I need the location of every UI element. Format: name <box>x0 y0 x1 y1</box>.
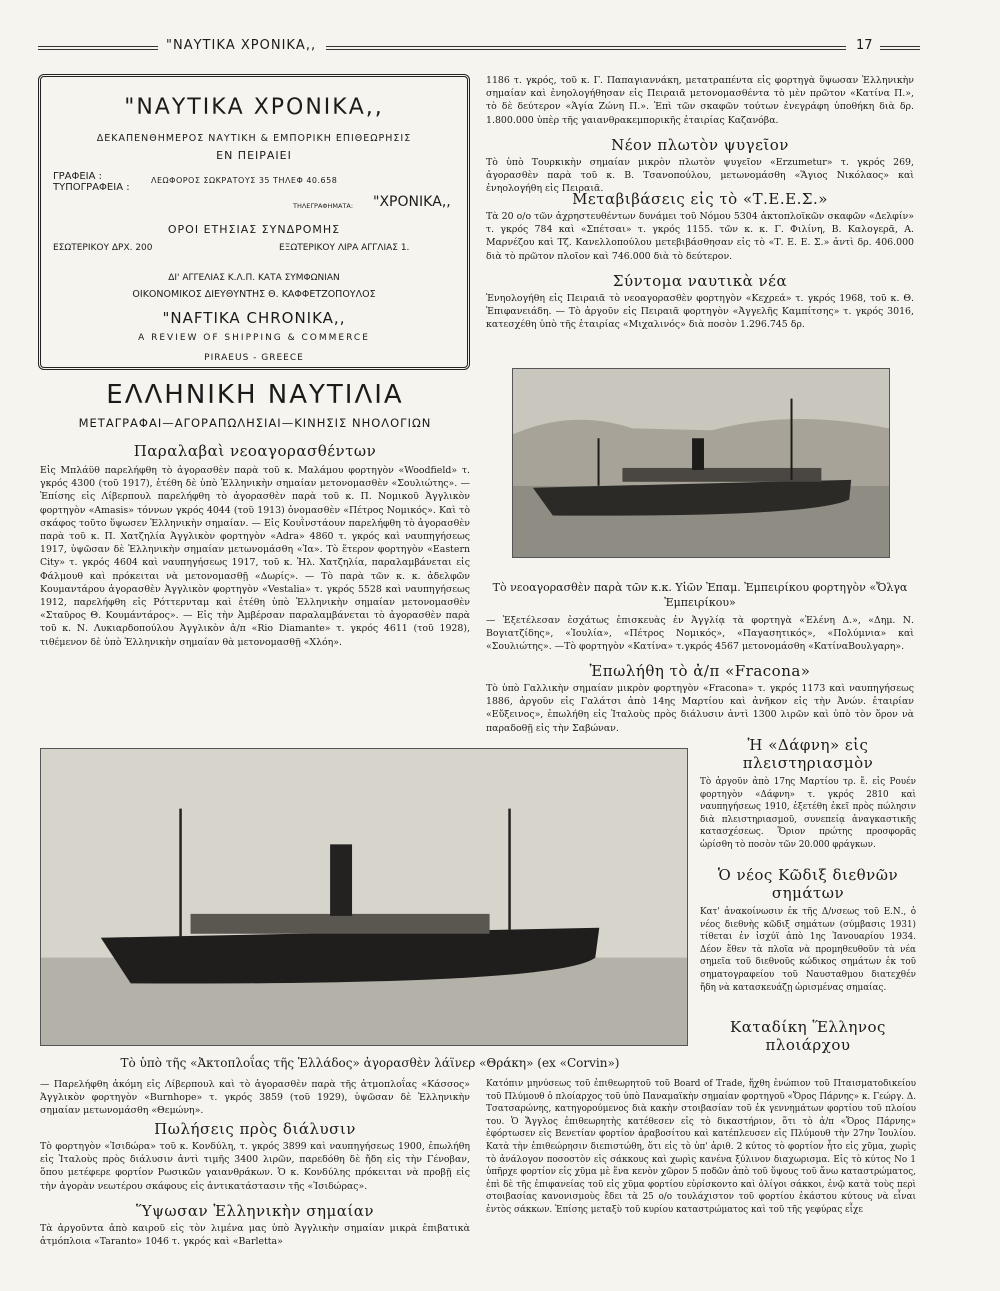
section-title: ΕΛΛΗΝΙΚΗ ΝΑΥΤΙΛΙΑ <box>106 380 404 410</box>
financial-director: ΟΙΚΟΝΟΜΙΚΟΣ ΔΙΕΥΘΥΝΤΗΣ Θ. ΚΑΦΦΕΤΖΟΠΟΥΛΟΣ <box>132 289 376 300</box>
telegraph-label: ΤΗΛΕΓΡΑΦΗΜΑΤΑ: <box>293 202 354 210</box>
article-metav: Τὰ 20 ο/ο τῶν ἀχρηστευθέντων δυνάμει τοῦ Νόμου 5304 ἀκτοπλοϊκῶν σκαφῶν «Δελφίν» τ. γκρός 784 καὶ «Σπέτσαι» τ. γκρός 1155. τῶν κ. κ. Γ. Φιλίνη, Β. Καλογερᾶ, Α. Μαρνέζου καὶ Τζ. Κανελλοπούλου μετεβιβάσθησαν εἰς τὸ «Τ. Ε. Ε. Σ.» ἀντὶ δρ. 406.000 διὰ τὸ πρῶτον πλοῖον καὶ 746.000 διὰ τὸ δεύτερον. <box>486 211 914 262</box>
article-thraki: — Παρελήφθη ἀκόμη εἰς Λίβερπουλ καὶ τὸ ἀγορασθὲν παρὰ τῆς ἀτμοπλοΐας «Κάσσος» Ἀγγλικὸν φορτηγὸν «Burnhope» τ. γκρός 3859 (τοῦ 1929), ὑψῶσαν δὲ Ἑλληνικὴν σημαίαν μετωνομάσθη «Θεμώνη». <box>40 1079 470 1117</box>
header-rule-left <box>38 46 158 50</box>
heading-syntoma: Σύντομα ναυτικὰ νέα <box>612 272 788 290</box>
header-rule-middle <box>326 46 846 50</box>
heading-fracona: Ἐπωλήθη τὸ ἀ/π «Fracona» <box>589 662 811 680</box>
article-dafni: Τὸ ἀργοῦν ἀπὸ 17ης Μαρτίου τρ. ἔ. εἰς Ρουέν φορτηγὸν «Δάφνη» τ. γκρός 2810 καὶ ναυπηγήσεως 1910, ἐξετέθη ἐκεῖ πρὸς πώλησιν διὰ πλειστηριασμοῦ, συνεπείᾳ ἀναγκαστικῆς κατασχέσεως. Ὅριον πρώτης προσφορᾶς ὡρίσθη τὸ ποσὸν τῶν 20.000 φράγκων. <box>700 777 916 850</box>
article-fracona: Τὸ ὑπὸ Γαλλικὴν σημαίαν μικρὸν φορτηγὸν «Fracona» τ. γκρός 1173 καὶ ναυπηγήσεως 1886, ἀργοῦν εἰς Γαλάτσι ἀπὸ 14ης Μαρτίου καὶ ἀνῆκον εἰς τὴν Ἀνών. ἑταιρίαν «Εὔξεινος», ἐπωλήθη εἰς Ἰταλοὺς πρὸς διάλυσιν ἀντὶ 1300 λιρῶν καὶ ὑπὸ τὸν ὅρον νὰ παραδοθῇ εἰς τὴν Σαβώναν. <box>486 683 914 734</box>
liner-illustration <box>41 749 687 1045</box>
article-katadiki: Κατόπιν μηνύσεως τοῦ ἐπιθεωρητοῦ τοῦ Board of Trade, ἥχθη ἐνώπιον τοῦ Πταισματοδικείου τοῦ Πλύμουθ ὁ πλοίαρχος τοῦ ὑπὸ Παναμαϊκὴν σημαίαν φορτηγοῦ «Ὄρος Πάρνης» κ. Γεώργ. Δ. Τσατσαρώνης, κατηγορούμενος διὰ κακὴν στοιβασίαν τοῦ ἐκ γεννημάτων φορτίου τοῦ πλοίου του. Ὁ Ἄγγλος ἐπιθεωρητὴς κατέθεσεν εἰς τὸ δικαστήριον, ὅτι τὸ ἀ/π «Ὄρος Πάρνης» ἐφόρτωσεν εἰς Βενετίαν φορτίον ἀραβοσίτου καὶ κατέπλευσεν εἰς Πλύμουθ τὴν 27ην Ἰουλίου. Κατὰ τὴν ἐπιθεώρησιν διεπιστώθη, ὅτι εἰς τὸ ὑπ' ἀριθ. 2 κύτος τὸ φορτίον ἦτο εἰς χῦμα, χωρὶς τὸ ἀνάλογον ποσοστὸν εἰς σάκκους καὶ χωρὶς κανένα ξύλινον διαχωρισμα. Εἰς τὸ κύτος Νο 1 ὑπῆρχε φορτίον εἰς χῦμα μὲ ἕνα κενὸν χῶρον 5 ποδῶν ἀπὸ τοῦ ὕψους τοῦ ἄνω καταστρώματος, ἐπὶ δὲ τῆς ἐπιφανείας τοῦ εἰς χῦμα φορτίου εὑρίσκοντο καὶ ὀλίγοι σάκκοι, ἐνῷ κατὰ τοὺς περὶ στοιβασίας κανονισμοὺς ἔδει τὰ 25 ο/ο τουλάχιστον τοῦ φορτίου ἑκάστου κύτους νὰ εἶναι ἐντὸς σάκκων. Ἐπίσης μεταξὺ τοῦ κυρίου καταστρώματος καὶ τοῦ τῆς γεφύρας εἶχε <box>486 1079 916 1215</box>
photo2-caption: Τὸ ὑπὸ τῆς «Ἀκτοπλοΐας τῆς Ἑλλάδος» ἀγορασθὲν λάϊνερ «Θράκη» (ex «Corvin») <box>120 1056 620 1070</box>
city-line: PIRAEUS - GREECE <box>204 353 304 363</box>
latin-title: "NAFTIKA CHRONIKA,, <box>162 309 346 327</box>
subscription-terms: ΟΡΟΙ ΕΤΗΣΙΑΣ ΣΥΝΔΡΟΜΗΣ <box>167 223 341 236</box>
article-syntoma: Ἐνηολογήθη εἰς Πειραιᾶ τὸ νεοαγορασθὲν φορτηγὸν «Κεχρεά» τ. γκρός 1968, τοῦ κ. Θ. Ἐπιφανειάδη. — Τὸ ἀργοῦν εἰς Πειραιᾶ φορτηγὸν «Ἀγγελῆς Καμπίτσης» τ. γκρός 3016, κατεσχέθη ὑπὸ τῆς ἑταιρίας «Μιχαλινός» διὰ ποσὸν 1.296.745 δρ. <box>486 293 914 331</box>
ship-illustration <box>513 369 889 557</box>
heading-katadiki: Καταδίκη Ἕλληνος πλοιάρχου <box>730 1018 886 1054</box>
photo1-caption: Τὸ νεοαγορασθὲν παρὰ τῶν κ.κ. Υἱῶν Ἐπαμ. Ἐμπειρίκου φορτηγὸν «Ὄλγα Ἐμπειρίκου» <box>492 581 908 609</box>
printing-office-label: ΤΥΠΟΓΡΑΦΕΙΑ : <box>53 182 130 193</box>
price-domestic: ΕΣΩΤΕΡΙΚΟΥ ΔΡΧ. 200 <box>53 243 153 253</box>
masthead-address: ΛΕΩΦΟΡΟΣ ΣΩΚΡΑΤΟΥΣ 35 ΤΗΛΕΦ 40.658 <box>151 176 338 185</box>
section-subtitle: ΜΕΤΑΓΡΑΦΑΙ—ΑΓΟΡΑΠΩΛΗΣΙΑΙ—ΚΙΝΗΣΙΣ ΝΗΟΛΟΓΙΩΝ <box>78 416 432 430</box>
article-paralavai: Εἰς Μπλάϋθ παρελήφθη τὸ ἀγορασθὲν παρὰ τοῦ κ. Μαλάμου φορτηγὸν «Woodfield» τ. γκρός 4300 (τοῦ 1917), ἐτέθη δὲ ὑπὸ Ἑλληνικὴν σημαίαν μετονομασθὲν «Σουλιώτης». — Ἐπίσης εἰς Λίβερπουλ παρελήφθη τὸ ἀγορασθὲν παρὰ τοῦ κ. Π. Νομικοῦ Ἀγγλικὸν φορτηγὸν «Amasis» τόννων γκρός 4044 (τοῦ 1913) ὀνομασθὲν «Πέτρος Νομικός». Καὶ τὸ σκάφος τοῦτο ὕψωσεν Ἑλληνικὴν σημαίαν. — Εἰς Κουῒνστάουν παρελήφθη τὸ ἀγορασθὲν παρὰ τοῦ κ. Π. Χατζηλία Ἀγγλικὸν φορτηγὸν «Adra» 4860 τ. γκρός καὶ ναυπηγήσεως 1917, ὑψῶσαν δὲ Ἑλληνικὴν σημαίαν μετωνομάσθη «Ἰα». Τὸ ἕτερον φορτηγὸν «Eastern City» τ. γκρός 4604 καὶ ναυπηγήσεως 1917, τοῦ κ. Ἠλ. Χατζηλία, παραλαμβάνεται εἰς Φάλμουθ καὶ πρόκειται νὰ μετονομασθῇ «Δωρίς». — Τὸ παρὰ τῶν κ. κ. ἀδελφῶν Κουμαντάρου ἀγορασθὲν Ἀγγλικὸν φορτηγὸν «Vestalia» τ. γκρός 5528 καὶ ναυπηγήσεως 1912, παρελήφθη εἰς Ρόττερνταμ καὶ ἐτέθη ὑπὸ Ἑλληνικὴν σημαίαν μετονομασθὲν «Σταῦρος Θ. Κουμάντάρος». — Εἰς τὴν Ἀμβέρσαν παραλαμβάνεται τὸ ἀγορασθὲν παρὰ τοῦ κ. Ν. Λυκιαρδοπούλου Ἀγγλικὸν ἀ/π «Rio Diamante» τ. γκρός 4611 (τοῦ 1928), τιθέμενον δὲ ὑπὸ Ἑλληνικὴν σημαίαν θὰ μετονομασθῇ «Χλόη». <box>40 465 470 648</box>
heading-kodix: Ὁ νέος Κῶδιξ διεθνῶν σημάτων <box>717 866 899 902</box>
heading-ypsosan: Ὕψωσαν Ἑλληνικὴν σημαίαν <box>135 1202 374 1220</box>
offices-label: ΓΡΑΦΕΙΑ : <box>53 171 102 182</box>
article-ypsosan: Τὰ ἀργοῦντα ἀπὸ καιροῦ εἰς τὸν λιμένα μας ὑπὸ Ἀγγλικὴν σημαίαν μικρὰ ἐπιβατικὰ ἀτμόπλοια «Taranto» 1046 τ. γκρός καὶ «Barletta» <box>40 1223 470 1248</box>
running-title: "ΝΑΥΤΙΚΑ ΧΡΟΝΙΚΑ,, <box>166 38 317 53</box>
telegraph-address: "ΧΡΟΝΙΚΑ,, <box>373 194 451 210</box>
price-abroad: ΕΞΩΤΕΡΙΚΟΥ ΛΙΡΑ ΑΓΓΛΙΑΣ 1. <box>279 243 410 253</box>
masthead-box <box>38 74 470 370</box>
photo-thraki <box>40 748 688 1046</box>
masthead-location: ΕΝ ΠΕΙΡΑΙΕΙ <box>216 149 292 162</box>
masthead-subtitle: ΔΕΚΑΠΕΝΘΗΜΕΡΟΣ ΝΑΥΤΙΚΗ & ΕΜΠΟΡΙΚΗ ΕΠΙΘΕΩΡΗΣΙΣ <box>96 133 412 144</box>
page-number: 17 <box>856 38 873 53</box>
heading-paralavai: Παραλαβαὶ νεοαγορασθέντων <box>133 442 377 460</box>
advertising-note: ΔΙ' ΑΓΓΕΛΙΑΣ Κ.Λ.Π. ΚΑΤΑ ΣΥΜΦΩΝΙΑΝ <box>168 273 340 283</box>
article-poliseis: Τὸ φορτηγὸν «Ἰσιδώρα» τοῦ κ. Κονδύλη, τ. γκρός 3899 καὶ ναυπηγήσεως 1900, ἐπωλήθη εἰς Ἰταλοὺς πρὸς διάλυσιν ἀντὶ τιμῆς 3400 λιρῶν, παρεδόθη δὲ ἤδη εἰς τὴν Γένοβαν, ὅπου μετέφερε φορτίον Ρωσικῶν γαιανθράκων. Ὁ κ. Κονδύλης πρόκειται νὰ προβῇ εἰς τὴν ἀγορὰν νεωτέρου σκάφους εἰς ἀντικατάστασιν τῆς «Ἰσιδώρας». <box>40 1141 470 1192</box>
article-kodix: Κατ' ἀνακοίνωσιν ἐκ τῆς Δ/νσεως τοῦ Ε.Ν., ὁ νέος διεθνὴς κῶδιξ σημάτων (σύμβασις 1931) τίθεται ἐν ἰσχύϊ ἀπὸ 1ης Ἰανουαρίου 1934. Δέον ἕθεν τὰ πλοῖα νὰ προμηθευθοῦν τὰ νέα σημεῖα τοῦ διεθνοῦς κώδικος σημάτων ἐκ τοῦ σηματογραφείου τοῦ Ναυσταθμου διατεχθέν ἤδη νὰ κατασκευάζῃ ὡρισμένας σημαίας. <box>700 907 916 993</box>
article-continued: 1186 τ. γκρός, τοῦ κ. Γ. Παπαγιαννάκη, μετατραπέντα εἰς φορτηγὰ ὕψωσαν Ἑλληνικὴν σημαίαν καὶ ἐνηολογήθησαν εἰς Πειραιᾶ μετονομασθέντα τὸ μὲν πρῶτον «Κατίνα Π.», τὸ δὲ δεύτερον «Ἁγία Ζώνη Π.». Ἐπὶ τῶν σκαφῶν τούτων ἐνεγράφη ὑποθήκη διὰ δρ. 1.800.000 ὑπὲρ τῆς γαιανθρακεμπορικῆς ἑταιρίας Καζανόβα. <box>486 75 914 126</box>
article-neon: Τὸ ὑπὸ Τουρκικὴν σημαίαν μικρὸν πλωτὸν ψυγεῖον «Erzumetur» τ. γκρός 269, ἀγορασθὲν παρὰ τοῦ κ. Β. Τσανοπούλου, μετωνομάσθη «Ἅγιος Νικόλαος» καὶ ἐνηολογήθη εἰς Πειραιᾶ. <box>486 157 914 195</box>
masthead-title: "ΝΑΥΤΙΚΑ ΧΡΟΝΙΚΑ,, <box>124 95 384 120</box>
running-header <box>38 38 918 56</box>
photo-olga-empeirikou <box>512 368 890 558</box>
heading-poliseis: Πωλήσεις πρὸς διάλυσιν <box>154 1120 356 1138</box>
article-repairs: — Ἐξετέλεσαν ἐσχάτως ἐπισκευὰς ἐν Ἀγγλίᾳ τὰ φορτηγὰ «Ἑλένη Δ.», «Δημ. Ν. Βογιατζίδης», «Ἰουλία», «Πέτρος Νομικός», «Παγασητικός», «Πολύμνια» καὶ «Σουλιώτης». —Τὸ φορτηγὸν «Κατίνα» τ.γκρός 4567 μετονομάσθη «ΚατίναΒουλγαρη». <box>486 615 914 653</box>
heading-dafni: Ἡ «Δάφνη» εἰς πλειστηριασμὸν <box>742 736 874 772</box>
heading-neon: Νέον πλωτὸν ψυγεῖον <box>611 136 789 154</box>
heading-metav: Μεταβιβάσεις εἰς τὸ «Τ.Ε.Ε.Σ.» <box>572 190 828 208</box>
header-rule-right <box>880 46 920 50</box>
review-subtitle: A REVIEW OF SHIPPING & COMMERCE <box>138 333 370 343</box>
